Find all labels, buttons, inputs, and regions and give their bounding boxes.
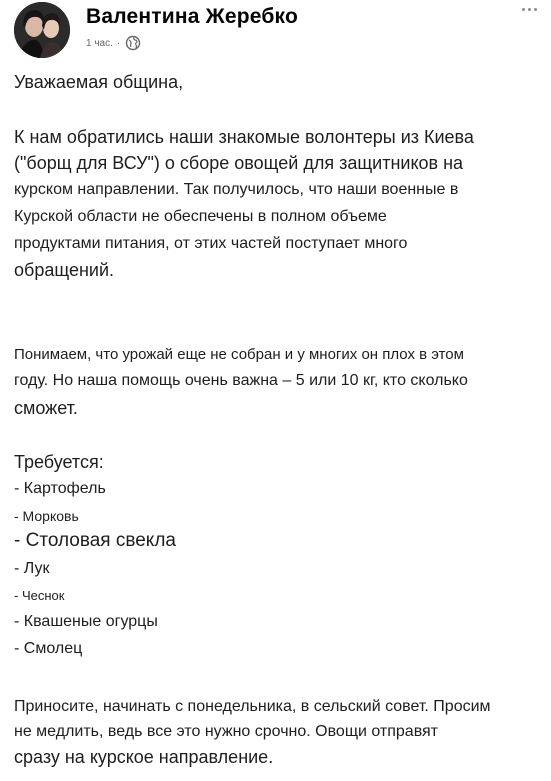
paragraph-2-line-1: Понимаем, что урожай еще не собран и у многих он плох в этом	[14, 346, 464, 363]
post-time[interactable]: 1 час.	[86, 37, 113, 49]
paragraph-1-line-5: продуктами питания, от этих частей поступает много	[14, 235, 408, 252]
item-beet: - Столовая свекла	[14, 530, 176, 551]
required-heading: Требуется:	[14, 452, 104, 472]
item-onion: - Лук	[14, 560, 50, 577]
post-header	[14, 2, 544, 60]
paragraph-1-line-6: обращений.	[14, 260, 115, 280]
paragraph-3-line-2: не медлить, ведь все это нужно срочно. Овощи отправят	[14, 723, 439, 740]
paragraph-1-line-1: К нам обратились наши знакомые волонтеры из Киева	[14, 127, 474, 147]
author-name[interactable]: Валентина Жеребко	[86, 5, 298, 28]
paragraph-1-line-3: курском направлении. Так получилось, что наши военные в	[14, 181, 459, 198]
paragraph-1-line-4: Курской области не обеспечены в полном объеме	[14, 208, 387, 225]
paragraph-1-line-2: ("борщ для ВСУ") о сборе овощей для защитников на	[14, 153, 464, 173]
item-smolets: - Смолец	[14, 640, 83, 657]
paragraph-3-line-1: Приносите, начинать с понедельника, в сельский совет. Просим	[14, 698, 491, 715]
item-potato: - Картофель	[14, 480, 106, 497]
avatar[interactable]	[14, 2, 70, 58]
item-garlic: - Чеснок	[14, 588, 65, 603]
avatar-photo	[14, 2, 70, 58]
greeting-text: Уважаемая община,	[14, 72, 184, 92]
globe-icon	[125, 35, 141, 51]
more-dots-icon[interactable]	[522, 4, 544, 14]
paragraph-2-line-3: сможет.	[14, 398, 78, 418]
post-meta	[86, 35, 141, 51]
paragraph-3-line-3: сразу на курское направление.	[14, 747, 274, 767]
item-pickles: - Квашеные огурцы	[14, 613, 158, 630]
paragraph-2-line-2: году. Но наша помощь очень важна – 5 или 10 кг, кто сколько	[14, 372, 468, 389]
meta-separator: ·	[116, 37, 121, 49]
item-carrot: - Морковь	[14, 508, 79, 524]
